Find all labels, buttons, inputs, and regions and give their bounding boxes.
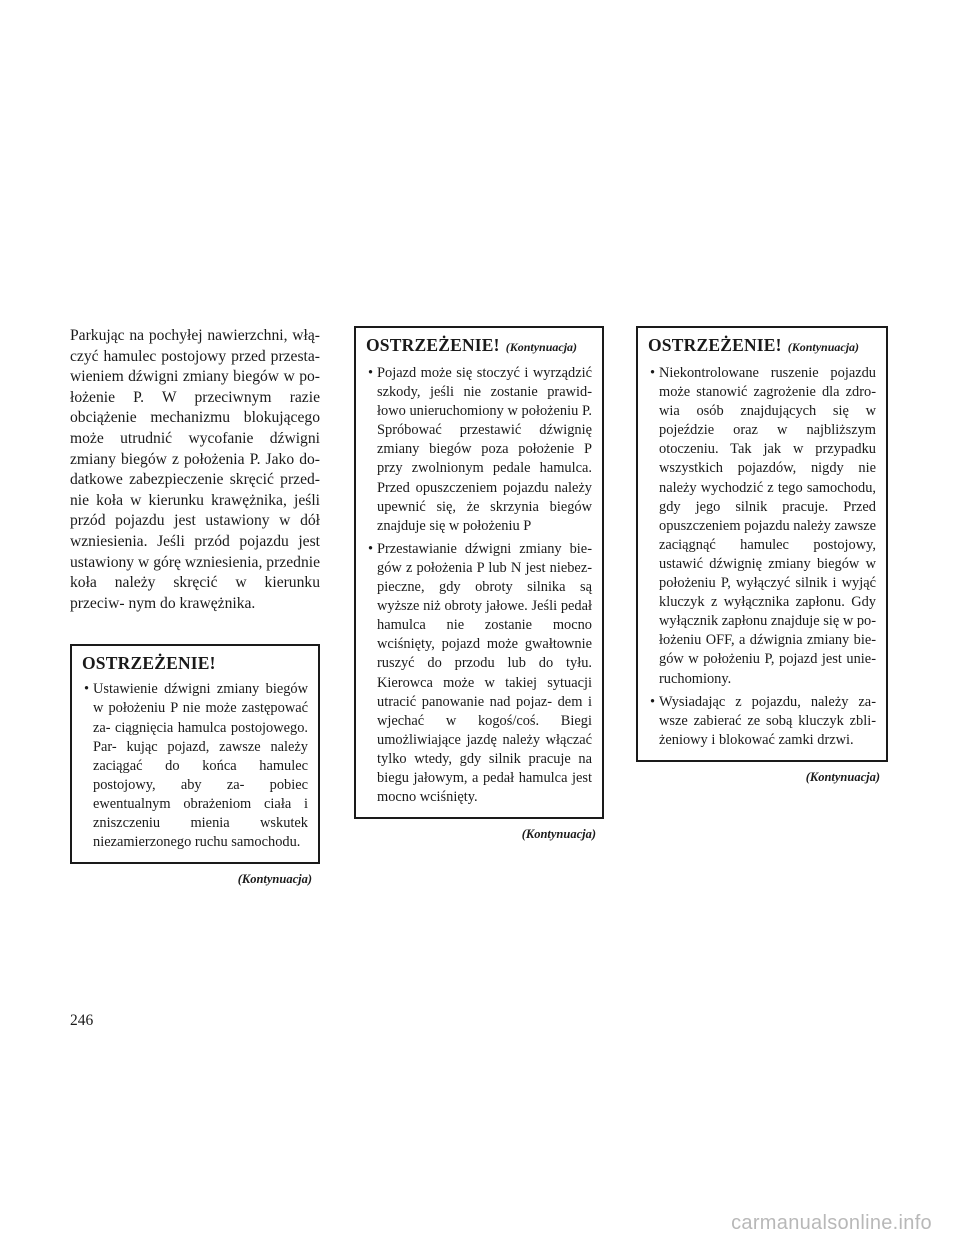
warning-list bbox=[648, 364, 876, 750]
bullet-icon: • bbox=[84, 681, 90, 698]
warning-item: • Ustawienie dźwigni zmiany biegów w położeniu P nie może zastępować za- ciągnięcia hamulca postojowego. Par- kując pojazd, zawsze należy zaciągać do końca hamulec postojowy, aby za- pobiec ewentualnym obrażeniom ciała i zniszczeniu mienia wskutek niezamierzonego ruchu samochodu. bbox=[84, 681, 308, 851]
warning-title: OSTRZEŻENIE! (Kontynuacja) bbox=[648, 335, 860, 355]
page-number: 246 bbox=[70, 1012, 94, 1029]
warning-item: • Wysiadając z pojazdu, należy za- wsze zabierać ze sobą kluczyk zbli- żeniowy i blokować zamki drzwi. bbox=[650, 693, 876, 748]
warning-box-3 bbox=[636, 326, 888, 762]
warning-list bbox=[366, 364, 592, 807]
warning-box-2 bbox=[354, 326, 604, 819]
warning-box-1 bbox=[70, 644, 320, 864]
column-3 bbox=[636, 326, 888, 785]
warning-item: • Przestawianie dźwigni zmiany bie- gów z położenia P lub N jest niebez- pieczne, gdy obroty silnika są wyższe niż obroty jałowe. Jeśli pedał hamulca nie zostanie mocno wciśnięty, pojazd może gwałtownie ruszyć do przodu lub do tyłu. Kierowca może w takiej sytuacji utracić panowanie nad pojaz- dem i wjechać w kogoś/coś. Biegi umożliwiające jazdę należy włączać tylko wtedy, gdy silnik pracuje na biegu jałowym, a pedał hamulca jest mocno wciśnięty. bbox=[368, 540, 592, 806]
watermark: carmanualsonline.info bbox=[731, 1212, 932, 1234]
warning-continued: (Kontynuacja) bbox=[505, 340, 578, 354]
warning-list bbox=[82, 680, 308, 852]
warning-title: OSTRZEŻENIE! (Kontynuacja) bbox=[366, 335, 578, 355]
parking-paragraph: Parkując na pochyłej nawierzchni, włą- czyć hamulec postojowy przed przesta- wieniem dźwigni zmiany biegów w po- łożenie P. W przeciwnym razie obciążenie mechanizmu blokującego może utrudnić wycofanie dźwigni zmiany biegów z położenia P. Jako do- datkowe zabezpieczenie skręcić przed- nie koła w kierunku krawężnika, jeśli przód pojazdu jest ustawiony w dół wzniesienia. Jeśli przód pojazdu jest ustawiony w górę wzniesienia, przednie koła należy skręcić w kierunku przeciw- nym do krawężnika. bbox=[70, 327, 320, 612]
column-2 bbox=[354, 326, 604, 842]
column-1 bbox=[70, 326, 320, 887]
continued-label: (Kontynuacja) bbox=[237, 872, 312, 887]
bullet-icon: • bbox=[650, 693, 656, 710]
warning-item: • Pojazd może się stoczyć i wyrządzić szkody, jeśli nie zostanie prawid- łowo unieruchomiony w położeniu P. Spróbować przestawić dźwignię zmiany biegów poza położenie P przy zwolnionym pedale hamulca. Przed opuszczeniem pojazdu należy upewnić się, że skrzynia biegów znajduje się w położeniu P bbox=[368, 365, 592, 534]
continued-label: (Kontynuacja) bbox=[805, 769, 880, 784]
continued-label: (Kontynuacja) bbox=[521, 827, 596, 842]
bullet-icon: • bbox=[368, 540, 374, 557]
bullet-icon: • bbox=[368, 365, 374, 381]
warning-title: OSTRZEŻENIE! bbox=[82, 653, 216, 674]
warning-continued: (Kontynuacja) bbox=[787, 340, 860, 354]
warning-item: • Niekontrolowane ruszenie pojazdu może stanowić zagrożenie dla zdro- wia osób znajdujących się w pojeździe oraz w najbliższym otoczeniu. Tak jak w przypadku wszystkich pojazdów, nigdy nie należy wychodzić z tego samochodu, gdy jego silnik pracuje. Przed opuszczeniem pojazdu należy zawsze zaciągnąć hamulec postojowy, ustawić dźwignię zmiany biegów w położeniu P, wyłączyć silnik i wyjąć kluczyk z wyłącznika zapłonu. Gdy wyłącznik zapłonu znajduje się w po- łożeniu OFF, a dźwignia zmiany bie- gów w położeniu P, pojazd jest unie- ruchomiony. bbox=[650, 365, 876, 687]
bullet-icon: • bbox=[650, 365, 656, 381]
